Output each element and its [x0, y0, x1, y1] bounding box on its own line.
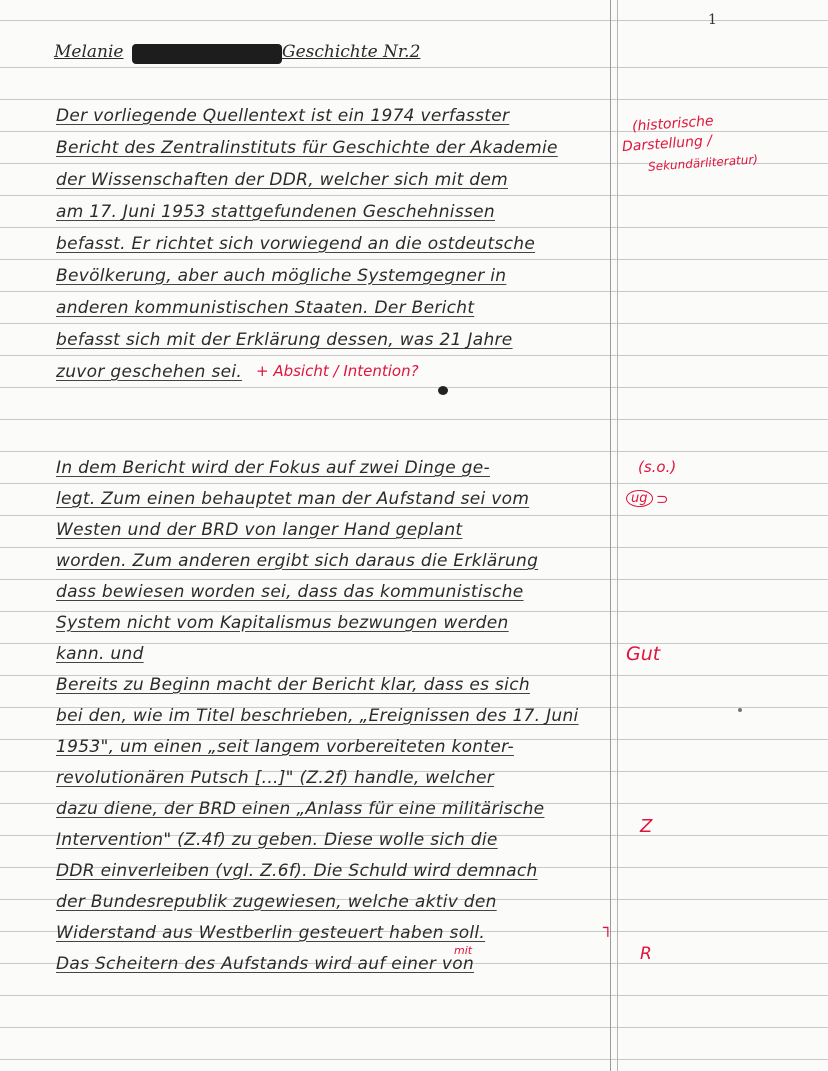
- text-line: zuvor geschehen sei.: [56, 362, 243, 382]
- text-line: bei den, wie im Titel beschrieben, „Ereignissen des 17. Juni: [56, 706, 579, 726]
- text-line: der Wissenschaften der DDR, welcher sich mit dem: [56, 170, 508, 190]
- redaction-bar: [132, 44, 282, 64]
- margin-line-secondary: [617, 0, 618, 1071]
- text-line: dazu diene, der BRD einen „Anlass für eine militärische: [56, 799, 545, 819]
- margin-note-line: Darstellung /: [621, 132, 713, 156]
- correction-hook-mark: ┐: [603, 918, 613, 937]
- text-line: Der vorliegende Quellentext ist ein 1974 verfasster: [56, 106, 510, 126]
- text-line: DDR einverleiben (vgl. Z.6f). Die Schuld wird demnach: [56, 861, 538, 881]
- margin-note-z: Z: [640, 816, 653, 837]
- text-line: der Bundesrepublik zugewiesen, welche aktiv den: [56, 892, 497, 912]
- margin-note-gut: Gut: [626, 643, 661, 665]
- margin-smiley-mark: ⊃: [656, 490, 669, 508]
- text-line: Bereits zu Beginn macht der Bericht klar, dass es sich: [56, 675, 530, 695]
- text-line: legt. Zum einen behauptet man der Aufstand sei vom: [56, 489, 530, 509]
- text-line: am 17. Juni 1953 stattgefundenen Geschehnissen: [56, 202, 495, 222]
- text-line: Bevölkerung, aber auch mögliche Systemgegner in: [56, 266, 507, 286]
- text-line: Widerstand aus Westberlin gesteuert haben soll.: [56, 923, 486, 943]
- text-line: revolutionären Putsch [...]" (Z.2f) handle, welcher: [56, 768, 495, 788]
- text-line: befasst. Er richtet sich vorwiegend an die ostdeutsche: [56, 234, 536, 254]
- text-line: kann. und: [56, 644, 144, 664]
- subject-title: Geschichte Nr.2: [282, 42, 421, 62]
- page-number: 1: [708, 12, 717, 28]
- margin-note-line: Sekundärliteratur): [647, 152, 759, 174]
- text-line: worden. Zum anderen ergibt sich daraus die Erklärung: [56, 551, 539, 571]
- margin-note-r: R: [640, 944, 652, 964]
- text-line: Intervention" (Z.4f) zu geben. Diese wolle sich die: [56, 830, 498, 850]
- text-line: 1953", um einen „seit langem vorbereiteten konter-: [56, 737, 514, 757]
- text-line: System nicht vom Kapitalismus bezwungen werden: [56, 613, 509, 633]
- text-line: Bericht des Zentralinstituts für Geschichte der Akademie: [56, 138, 558, 158]
- text-line: befasst sich mit der Erklärung dessen, was 21 Jahre: [56, 330, 513, 350]
- student-name: Melanie: [54, 42, 124, 62]
- margin-note-so: (s.o.): [638, 458, 677, 476]
- margin-note-ug: ug: [626, 490, 653, 507]
- ink-blot: [438, 386, 448, 395]
- paper-dot: [738, 708, 742, 712]
- margin-line: [610, 0, 611, 1071]
- inline-annotation: + Absicht / Intention?: [256, 362, 419, 380]
- text-line: anderen kommunistischen Staaten. Der Bericht: [56, 298, 475, 318]
- header: [54, 42, 614, 68]
- insert-correction: mit: [454, 944, 473, 957]
- text-line: dass bewiesen worden sei, dass das kommunistische: [56, 582, 524, 602]
- margin-note-line: (historische: [631, 113, 715, 135]
- text-line: Das Scheitern des Aufstands wird auf einer von: [56, 954, 475, 974]
- text-line: Westen und der BRD von langer Hand geplant: [56, 520, 463, 540]
- text-line: In dem Bericht wird der Fokus auf zwei Dinge ge-: [56, 458, 490, 478]
